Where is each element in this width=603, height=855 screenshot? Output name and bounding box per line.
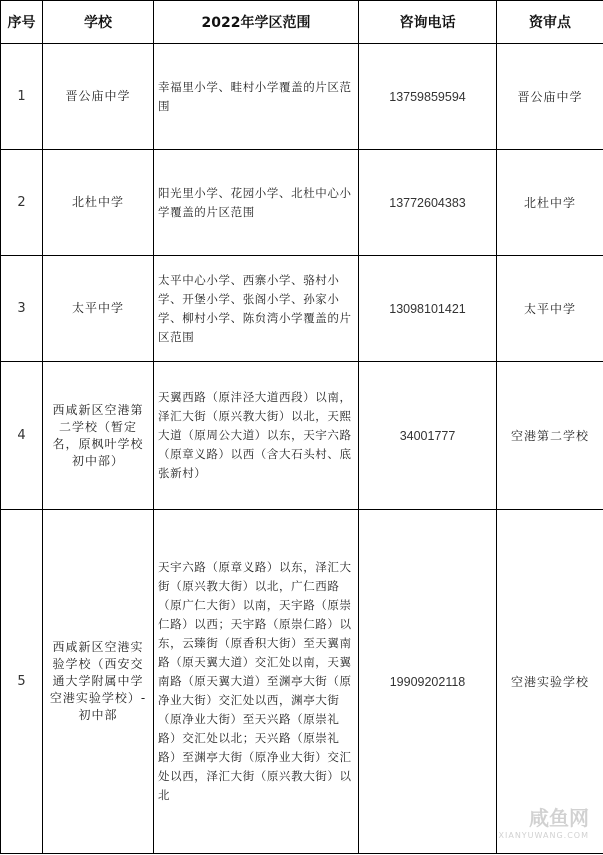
row-review-point: 晋公庙中学	[497, 44, 603, 150]
row-school: 太平中学	[43, 256, 154, 362]
row-school: 晋公庙中学	[43, 44, 154, 150]
row-index: 2	[1, 150, 43, 256]
table-row	[1, 44, 603, 150]
table-row	[1, 510, 603, 854]
row-range: 天翼西路（原沣泾大道西段）以南，泽汇大街（原兴教大街）以北，天熙大道（原周公大道）以东，天宇六路（原章义路）以西（含大石头村、底张新村）	[154, 362, 359, 510]
header-review: 资审点	[497, 1, 603, 44]
table-row	[1, 362, 603, 510]
row-range: 天宇六路（原章义路）以东，泽汇大街（原兴教大街）以北，广仁西路（原广仁大街）以南，天宇路（原崇仁路）以西；天宇路（原崇仁路）以东，云臻街（原香积大街）至天翼南路（原天翼大道）交汇处以南，天翼南路（原天翼大道）至渊亭大街（原净业大街）交汇处以西，渊亭大街（原净业大街）至天兴路（原崇礼路）交汇处以北；天兴路（原崇礼路）至渊亭大街（原净业大街）交汇处以西，泽汇大街（原兴教大街）以北	[154, 510, 359, 854]
row-school: 西咸新区空港实验学校（西安交通大学附属中学空港实验学校）-初中部	[43, 510, 154, 854]
table-row	[1, 150, 603, 256]
row-index: 5	[1, 510, 43, 854]
row-index: 3	[1, 256, 43, 362]
header-index: 序号	[1, 1, 43, 44]
header-phone: 咨询电话	[359, 1, 497, 44]
watermark-brand: 咸鱼网	[529, 806, 589, 830]
row-phone: 13772604383	[359, 150, 497, 256]
table-row	[1, 256, 603, 362]
watermark-logo	[498, 806, 590, 845]
header-range: 2022年学区范围	[154, 1, 359, 44]
row-review-point: 太平中学	[497, 256, 603, 362]
row-phone: 19909202118	[359, 510, 497, 854]
row-range: 幸福里小学、畦村小学覆盖的片区范围	[154, 44, 359, 150]
row-range: 太平中心小学、西寨小学、骆村小学、开堡小学、张阁小学、孙家小学、柳村小学、陈贠湾小学覆盖的片区范围	[154, 256, 359, 362]
row-school: 北杜中学	[43, 150, 154, 256]
row-index: 1	[1, 44, 43, 150]
row-review-point: 空港实验学校	[497, 510, 603, 854]
row-review-point: 空港第二学校	[497, 362, 603, 510]
header-row	[1, 1, 603, 44]
row-phone: 34001777	[359, 362, 497, 510]
header-school: 学校	[43, 1, 154, 44]
row-range: 阳光里小学、花园小学、北杜中心小学覆盖的片区范围	[154, 150, 359, 256]
row-phone: 13759859594	[359, 44, 497, 150]
watermark-site: XIANYUWANG.COM	[498, 831, 589, 840]
row-phone: 13098101421	[359, 256, 497, 362]
row-review-point: 北杜中学	[497, 150, 603, 256]
row-school: 西咸新区空港第二学校（暂定名，原枫叶学校初中部）	[43, 362, 154, 510]
row-index: 4	[1, 362, 43, 510]
